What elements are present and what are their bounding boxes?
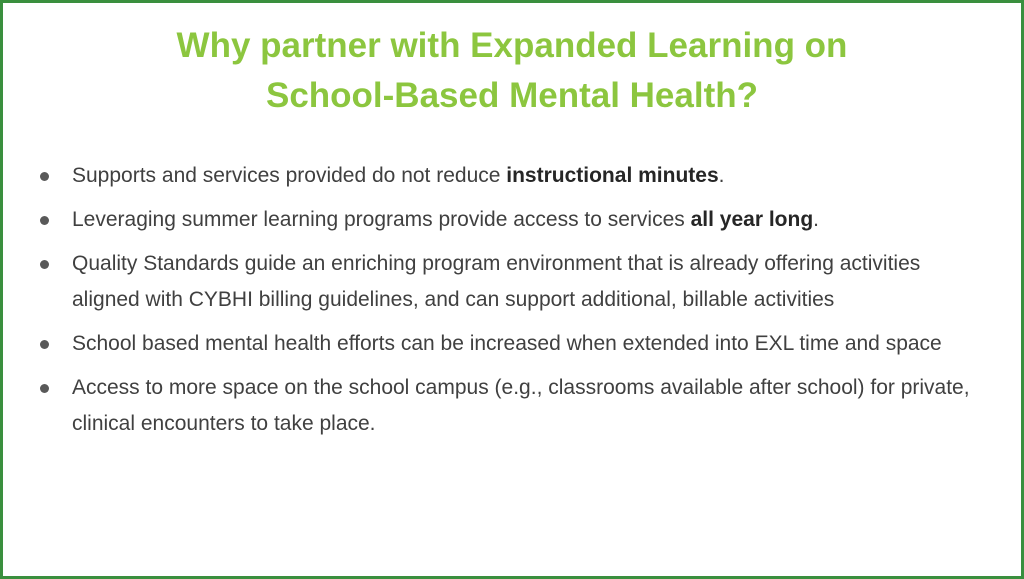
bullet-list xyxy=(39,158,989,450)
bullet-text: Leveraging summer learning programs provide access to services xyxy=(72,208,691,231)
bullet-bold-text: instructional minutes xyxy=(506,164,719,187)
bullet-bold-text: all year long xyxy=(690,208,814,231)
title-line-2: School-Based Mental Health? xyxy=(265,76,759,115)
bullet-dot-icon xyxy=(40,216,49,225)
bullet-dot-icon xyxy=(40,340,49,349)
bullet-item-instructional-minutes xyxy=(39,158,989,194)
bullet-text: Access to more space on the school campus (e.g., classrooms available after school) for private, clinical encounters to take place. xyxy=(72,376,970,435)
bullet-text: Quality Standards guide an enriching program environment that is already offering activities aligned with CYBHI billing guidelines, and can support additional, billable activities xyxy=(72,252,921,311)
bullet-dot-icon xyxy=(40,172,49,181)
slide-title xyxy=(3,21,1021,121)
bullet-text: Supports and services provided do not reduce xyxy=(72,164,507,187)
bullet-tail: . xyxy=(718,164,725,187)
bullet-item-exl-time-space xyxy=(39,326,989,362)
bullet-item-quality-standards xyxy=(39,246,989,318)
bullet-item-campus-space xyxy=(39,370,989,442)
title-line-1: Why partner with Expanded Learning on xyxy=(176,26,848,65)
bullet-item-all-year-long xyxy=(39,202,989,238)
bullet-text: School based mental health efforts can be increased when extended into EXL time and space xyxy=(72,332,942,355)
bullet-dot-icon xyxy=(40,384,49,393)
bullet-tail: . xyxy=(813,208,819,231)
bullet-dot-icon xyxy=(40,260,49,269)
